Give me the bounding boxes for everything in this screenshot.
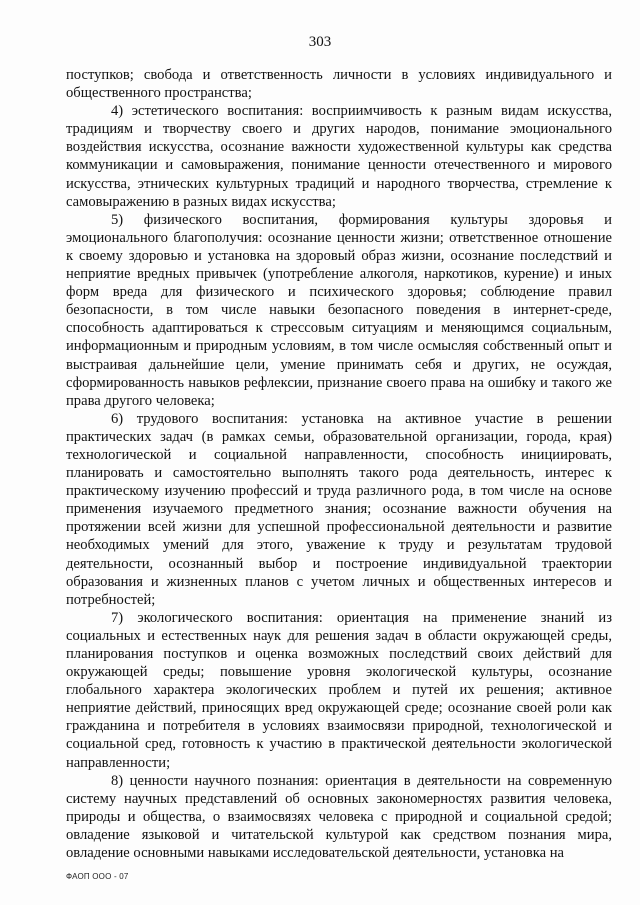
paragraph-ecological-education: 7) экологического воспитания: ориентация на применение знаний из социальных и естественных наук для решения задач в области окружающей среды, планирования поступков и оценка возможных последствий своих действий для окружающей среды; повышение уровня экологической культуры, осознание глобального характера экологических проблем и путей их решения; активное неприятие действий, приносящих вред окружающей среде; осознание своей роли как гражданина и потребителя в условиях взаимосвязи природной, технологической и социальной сред, готовность к участию в практической деятельности экологической направленности; (66, 609, 612, 771)
document-body (66, 66, 612, 862)
paragraph-labor-education: 6) трудового воспитания: установка на активное участие в решении практических задач (в рамках семьи, образовательной организации, города, края) технологической и социальной направленности, способность инициировать, планировать и самостоятельно выполнять такого рода деятельность, интерес к практическому изучению профессий и труда различного рода, в том числе на основе применения изучаемого предметного знания; осознание важности обучения на протяжении всей жизни для успешной профессиональной деятельности и развитие необходимых умений для этого, уважение к труду и результатам трудовой деятельности, осознанный выбор и построение индивидуальной траектории образования и жизненных планов с учетом личных и общественных интересов и потребностей; (66, 410, 612, 608)
paragraph-aesthetic-education: 4) эстетического воспитания: восприимчивость к разным видам искусства, традициям и творчеству своего и других народов, понимание эмоционального воздействия искусства, осознание важности художественной культуры как средства коммуникации и самовыражения, понимание ценности отечественного и мирового искусства, этнических культурных традиций и народного творчества, стремление к самовыражению в разных видах искусства; (66, 103, 612, 210)
paragraph-continuation: поступков; свобода и ответственность личности в условиях индивидуального и общественного пространства; (66, 67, 612, 102)
paragraph-scientific-knowledge: 8) ценности научного познания: ориентация в деятельности на современную систему научных представлений об основных закономерностях развития человека, природы и общества, о взаимосвязях человека с природной и социальной средой; овладение языковой и читательской культурой как средством познания мира, овладение основными навыками исследовательской деятельности, установка на (66, 772, 612, 862)
page-number: 303 (308, 34, 332, 50)
paragraph-physical-education: 5) физического воспитания, формирования культуры здоровья и эмоционального благополучия: осознание ценности жизни; ответственное отношение к своему здоровью и установка на здоровый образ жизни, осознание последствий и неприятие вредных привычек (употребление алкоголя, наркотиков, курение) и иных форм вреда для физического и психического здоровья; соблюдение правил безопасности, в том числе навыки безопасного поведения в интернет-среде, способность адаптироваться к стрессовым ситуациям и меняющимся социальным, информационным и природным условиям, в том числе осмысляя собственный опыт и выстраивая дальнейшие цели, умение принимать себя и других, не осуждая, сформированность навыков рефлексии, признание своего права на ошибку и такого же права другого человека; (66, 211, 612, 409)
footer-document-code: ФАОП ООО - 07 (66, 872, 129, 881)
